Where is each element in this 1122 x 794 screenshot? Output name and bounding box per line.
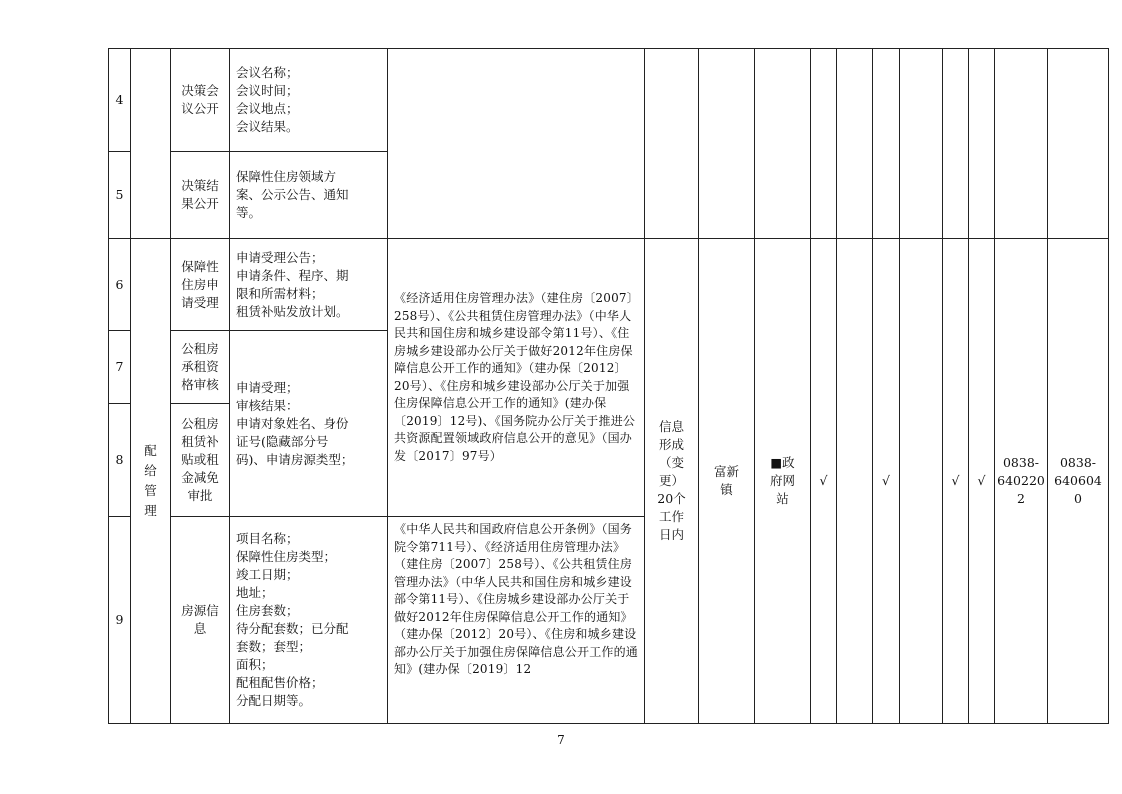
basis-cell-empty: [388, 49, 645, 239]
mark-cell-empty: [837, 49, 873, 239]
check-mark: √: [969, 239, 995, 724]
item-name: 房源信 息: [171, 517, 230, 724]
phone-cell-empty: [1048, 49, 1109, 239]
item-content: 项目名称； 保障性住房类型； 竣工日期； 地址； 住房套数； 待分配套数；已分配 套数；套型； 面积； 配租配售价格； 分配日期等。: [230, 517, 388, 724]
time-limit: 信息 形成 （变 更） 20个 工作 日内: [645, 239, 699, 724]
table-row: [109, 239, 1109, 331]
mark-cell-empty: [969, 49, 995, 239]
mark-cell-empty: [873, 49, 900, 239]
item-content: 保障性住房领域方 案、公示公告、通知 等。: [230, 152, 388, 239]
row-number: 8: [109, 404, 131, 517]
table-row: [109, 49, 1109, 152]
item-name: 公租房 承租资 格审核: [171, 331, 230, 404]
item-name: 公租房 租赁补 贴或租 金减免 审批: [171, 404, 230, 517]
check-mark: √: [873, 239, 900, 724]
disclosure-channel: ■政 府网 站: [755, 239, 811, 724]
page-number: 7: [557, 733, 565, 747]
phone-cell-empty: [995, 49, 1048, 239]
row-number: 6: [109, 239, 131, 331]
category-label: 配 给 管 理: [131, 239, 171, 724]
row-number: 9: [109, 517, 131, 724]
item-content: 申请受理公告； 申请条件、程序、期 限和所需材料； 租赁补贴发放计划。: [230, 239, 388, 331]
item-content: 申请受理； 审核结果： 申请对象姓名、身份 证号(隐藏部分号 码)、申请房源类型；: [230, 331, 388, 517]
item-content: 会议名称； 会议时间； 会议地点； 会议结果。: [230, 49, 388, 152]
channel-cell-empty: [755, 49, 811, 239]
mark-cell-empty: [811, 49, 837, 239]
subject-cell-empty: [699, 49, 755, 239]
row-number: 7: [109, 331, 131, 404]
disclosure-subject: 富新 镇: [699, 239, 755, 724]
check-mark: √: [943, 239, 969, 724]
check-mark: √: [811, 239, 837, 724]
row-number: 5: [109, 152, 131, 239]
item-name: 决策会 议公开: [171, 49, 230, 152]
row-number: 4: [109, 49, 131, 152]
disclosure-table: [108, 48, 1109, 724]
mark-cell-empty: [900, 49, 943, 239]
legal-basis: 《中华人民共和国政府信息公开条例》（国务院令第711号）、《经济适用住房管理办法》（建住房〔2007〕258号）、《公共租赁住房管理办法》（中华人民共和国住房和城乡建设部令第11号）、《住房城乡建设部办公厅关于做好2012年住房保障信息公开工作的通知》（建办保〔2012〕20号）、《住房和城乡建设部办公厅关于加强住房保障信息公开工作的通知》(建办保〔2019〕12: [388, 517, 645, 724]
check-mark: [837, 239, 873, 724]
check-mark: [900, 239, 943, 724]
time-cell-empty: [645, 49, 699, 239]
mark-cell-empty: [943, 49, 969, 239]
legal-basis: 《经济适用住房管理办法》（建住房〔2007〕258号）、《公共租赁住房管理办法》（中华人民共和国住房和城乡建设部令第11号）、《住房城乡建设部办公厅关于做好2012年住房保障信息公开工作的通知》（建办保〔2012〕20号）、《住房和城乡建设部办公厅关于加强住房保障信息公开工作的通知》(建办保〔2019〕12号)、《国务院办公厅关于推进公共资源配置领域政府信息公开的意见》（国办发〔2017〕97号）: [388, 239, 645, 517]
category-cell-empty: [131, 49, 171, 239]
item-name: 保障性 住房申 请受理: [171, 239, 230, 331]
contact-phone: 0838- 640220 2: [995, 239, 1048, 724]
contact-phone: 0838- 640604 0: [1048, 239, 1109, 724]
item-name: 决策结 果公开: [171, 152, 230, 239]
